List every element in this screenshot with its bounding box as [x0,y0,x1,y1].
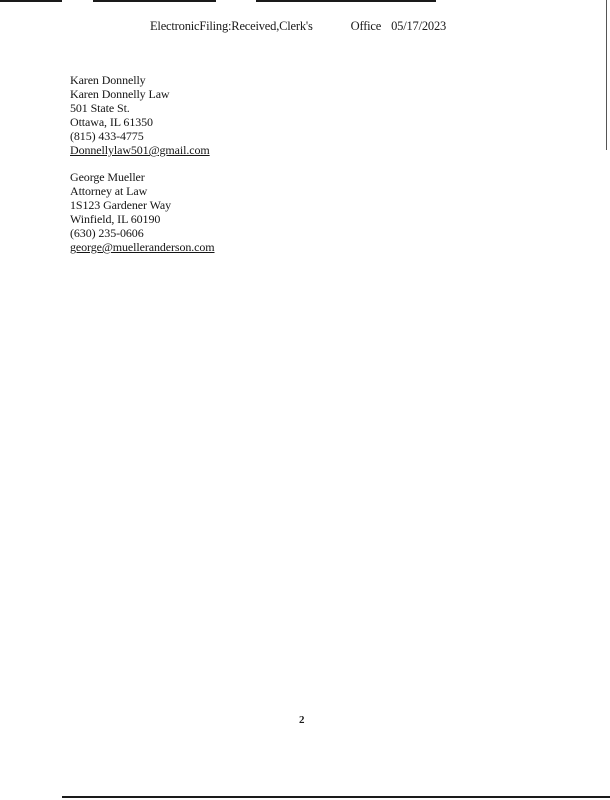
contact-street: 1S123 Gardener Way [70,198,171,212]
contact-firm: Attorney at Law [70,184,148,198]
contact-phone: (630) 235-0606 [70,226,144,240]
contact-phone: (815) 433-4775 [70,129,144,143]
contact-block-donnelly [70,73,210,157]
scan-edge-right [606,0,607,150]
page-number: 2 [299,714,305,726]
contact-block-mueller [70,170,215,254]
contact-street: 501 State St. [70,101,130,115]
filing-stamp-office: Office [350,19,382,33]
filing-stamp-text: ElectronicFiling:Received,Clerk's [150,19,313,33]
contact-firm: Karen Donnelly Law [70,87,170,101]
scan-edge-bottom [62,796,610,798]
contact-email-link[interactable]: george@muelleranderson.com [70,240,215,254]
contact-city: Winfield, IL 60190 [70,212,161,226]
filing-stamp-date: 05/17/2023 [391,19,447,33]
scan-edge-top-right [256,0,436,2]
filing-stamp [150,19,446,34]
scan-edge-top-middle [93,0,216,2]
contact-name: Karen Donnelly [70,73,146,87]
scan-edge-top-left [0,0,62,2]
contact-email-link[interactable]: Donnellylaw501@gmail.com [70,143,210,157]
contact-city: Ottawa, IL 61350 [70,115,153,129]
contact-name: George Mueller [70,170,145,184]
